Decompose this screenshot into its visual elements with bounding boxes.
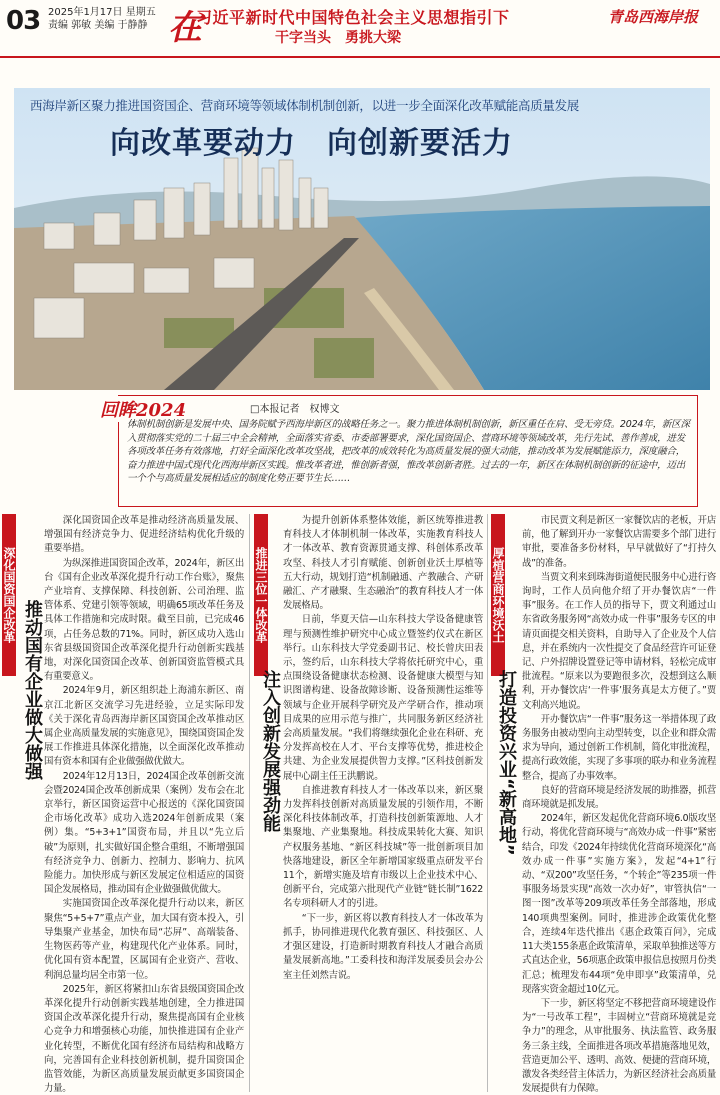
paragraph: 实施国资国企改革深化提升行动以来，新区聚焦“5+5+7”重点产业，加大国有资本投入，引导集聚产业基金，加快布局“芯屏”、高端装备、生物医药等产业，构建现代化产业体系。同时，优化国有资本配置，区属国有企业资产、营收、利润总量均居全市第一位。 — [44, 898, 244, 981]
paragraph: 2024年9月，新区组织赴上海浦东新区、南京江北新区交流学习先进经验，立足实际印发《关于深化青岛西海岸新区国资国企改革推动区属企业高质量发展的实施意见》，围绕国资国企发展工作推进具体深化措施，以全面深化改革推动国有资本和国有企业做强做优做大。 — [44, 685, 244, 768]
article-title: 向改革要动力 向创新要活力 — [110, 126, 513, 161]
lead-paragraph: 体制机制创新是发展中央、国务院赋予西海岸新区的战略任务之一。聚力推进体制机制创新，新区重任在肩、受无旁贷。2024年，新区深入贯彻落实党的二十届三中全会精神，全面落实省委、市委部署要求，深化国资国企、营商环境等领域改革，先行先试、善作善成，进发各项改革任务有效落地，打好全面深化改革攻坚战，把改革的成效转化为高质量发展的强大动能，推动改革为发展赋能添力，深度融合，奋力推进中国式现代化西海岸新区实践。惟改革者进，惟创新者强，惟改革创新者胜。过去的一年，新区在体制机制创新的征途中，迈出一个个与高质量发展相适应的制度化势正要节生长…… — [127, 419, 690, 485]
section-headline-soe: 推动国有企业做大做强 — [22, 600, 43, 780]
paragraph: 日前，华夏天信—山东科技大学设备健康管理与预测性维护研究中心成立暨签约仪式在新区举行。山东科技大学党委副书记、校长曾庆田表示，签约后，山东科技大学将依托研究中心，重点围绕设备健康状态检测、设备健康大模型与知识图谱构建、设备故障诊断、设备预测性运维等领域与企业开展科学研究及产学研合作，推动项目成果的应用示范与推广，共同服务新区经济社会高质量发展。“我们将继续强化企业在科研、充分发挥高校在人才、平台支撑等优势，推进校企共建、为企业发展提供智力支撑。”区科技创新发展中心副主任王洪鹏说。 — [283, 614, 483, 782]
paragraph: 开办餐饮店“一件事”服务这一举措体现了政务服务由被动型向主动型转变，以企业和群众需求为导向，通过创新工作机制，简化审批流程，提高行政效能，实现了多事项的联办和业务流程整合，提高了办事效率。 — [522, 713, 716, 782]
section-body-soe — [44, 514, 244, 1094]
section-headline-trinity: 注入创新发展强劲能 — [260, 670, 281, 832]
review-2024-logo-text: 回眸2024 — [100, 400, 187, 421]
section-body-business — [522, 514, 716, 1094]
editors: 责编 郭敏 美编 于静静 — [48, 20, 148, 31]
paragraph: 为提升创新体系整体效能，新区统筹推进教育科技人才体制机制一体改革，实施教育科技人才一体改革、教育资源贯通支撑、科创体系改革攻坚、科技人才引育赋能、创新创业沃土厚植等五大行动，规划打造“机制融通、产教融合、产研融汇、产才融聚、生态融治”的教育科技人才一体发展格局。 — [283, 515, 483, 612]
section-headline-business: 打造投资兴业“新高地” — [496, 670, 517, 856]
paragraph: 深化国资国企改革是推动经济高质量发展、增强国有经济竞争力、促进经济结构优化升级的重要举措。 — [44, 515, 244, 555]
issue-info — [48, 6, 156, 32]
section-label-business: 厚植营商环境沃土 — [491, 514, 505, 676]
paragraph: 为纵深推进国资国企改革，2024年，新区出台《国有企业改革深化提升行动工作台账》，聚焦产业培育、支撑保障、科技创新、公司治理、监管体系、党建引领等领域，明确65项改革任务及具体工作措施和完成时限。截至目前，已完成46项，占任务总数的71%。同时，新区成功入选山东省县级国资国企改革深化提升行动创新实践基地，对深化国资国企改革、创新国资监管模式具有重要意义。 — [44, 557, 244, 683]
paragraph: 2024年12月13日，2024国企改革创新交流会暨2024国企改革创新成果（案例）发布会在北京举行，新区国资运营中心报送的《深化国资国企市场化改革》成功入选2024年创新成果（案例）集。“5+3+1”国资布局，并且以“先立后破”为原则，扎实做好国企整合重组，不断增强国有经济竞争力、创新力、控制力、影响力、抗风险能力。加快形成与新区发展定位相适应的国资国企发展格局，推动国有企业做强做优做大。 — [44, 770, 244, 896]
paragraph: “下一步，新区将以教育科技人才一体改革为抓手，协同推进现代化教育强区、科技强区、人才强区建设，打造新时期教育科技人才融合高质量发展新高地。”工委科技和海洋发展委员会办公室主任刘然吉说。 — [283, 912, 483, 981]
reporter-byline: □本报记者 权博文 — [250, 404, 340, 415]
paragraph: 下一步，新区将坚定不移把营商环境建设作为“一号改革工程”，丰固树立“营商环境就是竞争力”的理念，从审批服务、执法监管、政务服务三条主线，全面推进各项改革措施落地见效，营造更加公平、透明、高效、便捷的营商环境，激发各类经营主体活力，为新区经济社会高质量发展提供有力保障。 — [522, 997, 716, 1094]
paragraph: 市民贾文利是新区一家餐饮店的老板，开店前，他了解到开办一家餐饮店需要多个部门进行审批，要准备多份材料，早早就做好了“打持久战”的准备。 — [522, 515, 716, 569]
paragraph: 当贾文利来到珠海街道便民服务中心进行咨询时，工作人员向他介绍了开办餐饮店“一件事”服务。在工作人员的指导下，贾文利通过山东省政务服务网“高效办成一件事”服务专区的申请页面提交相关资料，自助导入了企业及个人信息，并在系统内一次性提交了食品经营许可证登记、户外招牌设置登记等申请材料，轻松完成审批流程。“原来以为要跑很多次，没想到这么顺利，开办餐饮店‘一件事’服务真是太方便了。”贾文利高兴地说。 — [522, 571, 716, 711]
column-divider — [249, 514, 250, 1092]
paragraph: 自推进教育科技人才一体改革以来，新区聚力发挥科技创新对高质量发展的引领作用，不断深化科技体制改革，打造科技创新策源地、人才集聚地、产业集聚地。科技成果转化大赛、知识产权服务基地、“新区科技城”等一批创新项目加快落地建设，新区全年新增国家级重点研发平台11个，新增实施及培育市级以上企业技术中心、创新平台，完成第六批现代产业链“链长制”1622名专项科研人才的引进。 — [283, 784, 483, 910]
section-label-trinity: 推进三位一体改革 — [254, 514, 268, 676]
masthead: 青岛西海岸报 — [608, 8, 699, 26]
header-rule — [0, 56, 720, 58]
article-subtitle: 西海岸新区聚力推进国资国企、营商环境等领域体制机制创新，以进一步全面深化改革赋能高质量发展 — [30, 98, 580, 113]
column-slogan: 习近平新时代中国特色社会主义思想指引下 — [196, 8, 510, 27]
page-header — [0, 0, 720, 66]
column-subslogan: 干字当头 勇挑大梁 — [275, 30, 401, 46]
zai-character: 在 — [168, 8, 202, 48]
section-label-soe: 深化国资国企改革 — [2, 514, 16, 676]
paragraph: 良好的营商环境是经济发展的助推器，抓营商环境就是抓发展。 — [522, 784, 716, 811]
paragraph: 2024年，新区发起优化营商环境6.0版攻坚行动，将优化营商环境与“高效办成一件事”紧密结合，印发《2024年持续优化营商环境深化“高效办成一件事”实施方案》，发起“4+1”行动、“双200”攻坚任务，“个转企”等235项一件事服务场景实现“高效一次办好”，审管执信“一图一图”改革等209项改革任务全部落地，形成140项典型案例。同时，推进涉企政策优化整合，连续4年迭代推出《惠企政策百问》，完成11大类155条惠企政策清单，采取单独推送等方式直达企业，56项惠企政策申报信息按照月份类汇总；梳理发布44项“免申即享”政策清单，兑现落实资金超过10亿元。 — [522, 813, 716, 995]
paragraph: 2025年，新区将紧扣山东省县级国资国企改革深化提升行动创新实践基地创建，全力推进国资国企改革深化提升行动，聚焦提高国有企业核心竞争力和增强核心功能，加快推进国有企业产业化转型，不断优化国有经济布局结构和战略方向，完善国有企业科技创新机制，提升国资国企监管效能，为新区高质量发展贡献更多国资国企力量。 — [44, 983, 244, 1094]
column-divider — [487, 514, 488, 1092]
page-number: 03 — [6, 6, 41, 36]
section-body-trinity — [283, 514, 483, 1094]
issue-date: 2025年1月17日 星期五 — [48, 7, 156, 18]
